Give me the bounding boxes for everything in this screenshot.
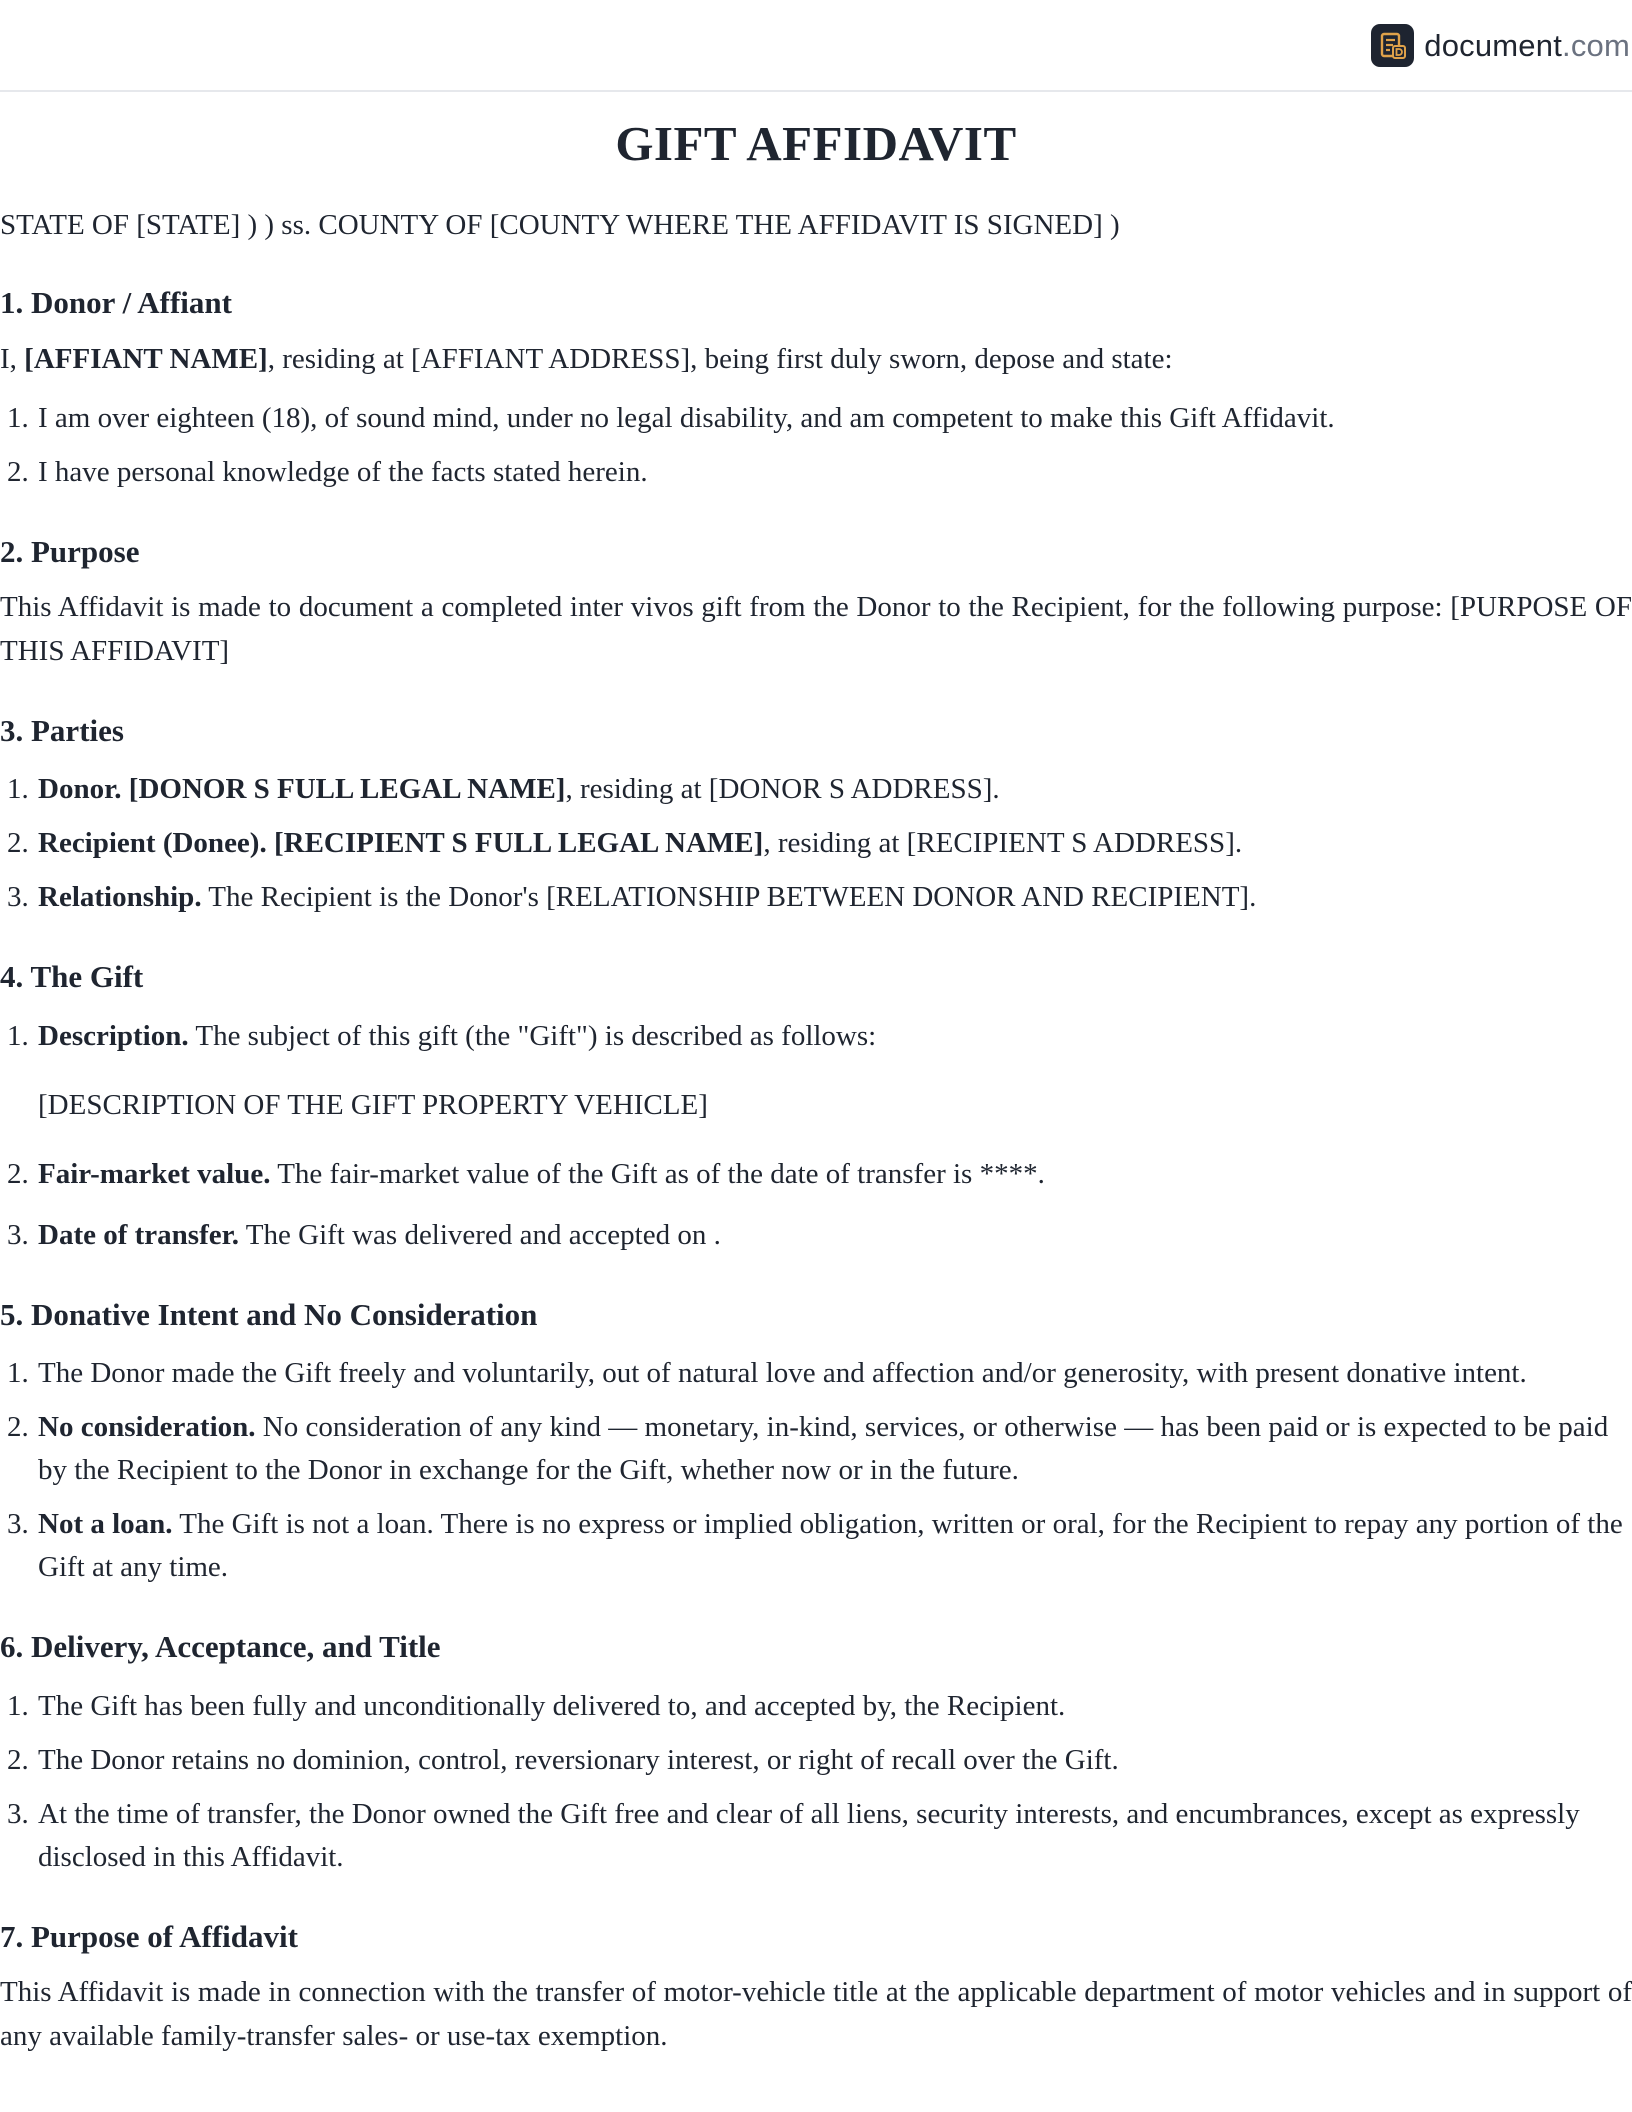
list-item: 1. I am over eighteen (18), of sound mind, under no legal disability, and am competent to make this Gift Affidavit. [36, 397, 1632, 440]
document-body [0, 110, 1632, 2058]
delivery-list [0, 1685, 1632, 1879]
gift-description: [DESCRIPTION OF THE GIFT PROPERTY VEHICLE] [38, 1088, 708, 1121]
item-lead: Recipient (Donee). [RECIPIENT S FULL LEGAL NAME] [38, 827, 764, 860]
purpose-of-affidavit-paragraph: This Affidavit is made in connection with the transfer of motor-vehicle title at the applicable department of motor vehicles and in support of any available family-transfer sales- or use-tax exemption. [0, 1975, 1632, 2052]
document-title: GIFT AFFIDAVIT [615, 116, 1017, 171]
section-heading-delivery: 6. Delivery, Acceptance, and Title [0, 1629, 441, 1665]
section-heading-gift: 4. The Gift [0, 959, 144, 995]
list-item [36, 1214, 1632, 1257]
intro-prefix: I, [0, 342, 25, 375]
list-item [36, 1406, 1632, 1492]
item-lead: Description. [38, 1019, 189, 1052]
item-text: The Donor made the Gift freely and voluntarily, out of natural love and affection and/or generosity, with present donative intent. [38, 1357, 1527, 1390]
top-bar [0, 0, 1632, 92]
item-text: The Gift was delivered and accepted on . [239, 1218, 721, 1251]
list-item [36, 1015, 1632, 1127]
gift-list [0, 1015, 1632, 1257]
brand-name: document [1424, 27, 1563, 63]
item-text: , residing at [RECIPIENT S ADDRESS]. [763, 827, 1243, 860]
item-text: The subject of this gift (the "Gift") is described as follows: [188, 1019, 877, 1052]
brand-tld: .com [1562, 27, 1630, 63]
list-item [36, 1352, 1632, 1395]
parties-list [0, 768, 1632, 919]
list-item [36, 768, 1632, 811]
item-text: The Recipient is the Donor's [RELATIONSHIP BETWEEN DONOR AND RECIPIENT]. [201, 881, 1257, 914]
list-item: 2. The Donor retains no dominion, control, reversionary interest, or right of recall over the Gift. [36, 1739, 1632, 1782]
item-lead: Date of transfer. [38, 1218, 240, 1251]
item-text: The Gift is not a loan. There is no express or implied obligation, written or oral, for the Recipient to repay any portion of the Gift at any time. [38, 1508, 1623, 1584]
section-heading-parties: 3. Parties [0, 712, 124, 748]
item-lead: Fair-market value. [38, 1157, 271, 1190]
list-item [36, 876, 1632, 919]
item-lead: No consideration. [38, 1411, 256, 1444]
section-heading-donor: 1. Donor / Affiant [0, 285, 232, 321]
list-item: 1. The Gift has been fully and unconditionally delivered to, and accepted by, the Recipient. [36, 1685, 1632, 1728]
donor-statements-list [0, 397, 1632, 494]
intro-suffix: , residing at [AFFIANT ADDRESS], being first duly sworn, depose and state: [267, 342, 1173, 375]
item-text: No consideration of any kind — monetary, in-kind, services, or otherwise — has been paid or is expected to be paid by the Recipient to the Donor in exchange for the Gift, whether now or in the future. [38, 1411, 1609, 1487]
venue-caption: STATE OF [STATE] ) ) ss. COUNTY OF [COUNTY WHERE THE AFFIDAVIT IS SIGNED] ) [0, 208, 1120, 241]
purpose-paragraph: This Affidavit is made to document a completed inter vivos gift from the Donor to the Recipient, for the following purpose: [PURPOSE OF THIS AFFIDAVIT] [0, 590, 1632, 667]
list-item: 2. I have personal knowledge of the facts stated herein. [36, 451, 1632, 494]
section-heading-purpose-of-affidavit: 7. Purpose of Affidavit [0, 1918, 298, 1954]
section-heading-donative-intent: 5. Donative Intent and No Consideration [0, 1296, 538, 1332]
donative-intent-list [0, 1352, 1632, 1589]
item-lead: Donor. [DONOR S FULL LEGAL NAME] [38, 773, 566, 806]
item-lead: Not a loan. [38, 1508, 173, 1541]
list-item [36, 1503, 1632, 1589]
brand-wordmark [1424, 28, 1630, 64]
affiant-intro [0, 337, 1632, 381]
list-item [36, 1153, 1632, 1196]
list-item: 3. At the time of transfer, the Donor owned the Gift free and clear of all liens, security interests, and encumbrances, except as expressly disclosed in this Affidavit. [36, 1793, 1632, 1879]
list-item [36, 822, 1632, 865]
document-logo-icon [1371, 24, 1414, 67]
affiant-name: [AFFIANT NAME] [24, 342, 268, 375]
item-text: , residing at [DONOR S ADDRESS]. [565, 773, 1000, 806]
section-heading-purpose: 2. Purpose [0, 533, 140, 569]
item-text: The fair-market value of the Gift as of the date of transfer is ****. [270, 1157, 1045, 1190]
brand-logo[interactable] [1371, 24, 1630, 67]
item-lead: Relationship. [38, 881, 202, 914]
